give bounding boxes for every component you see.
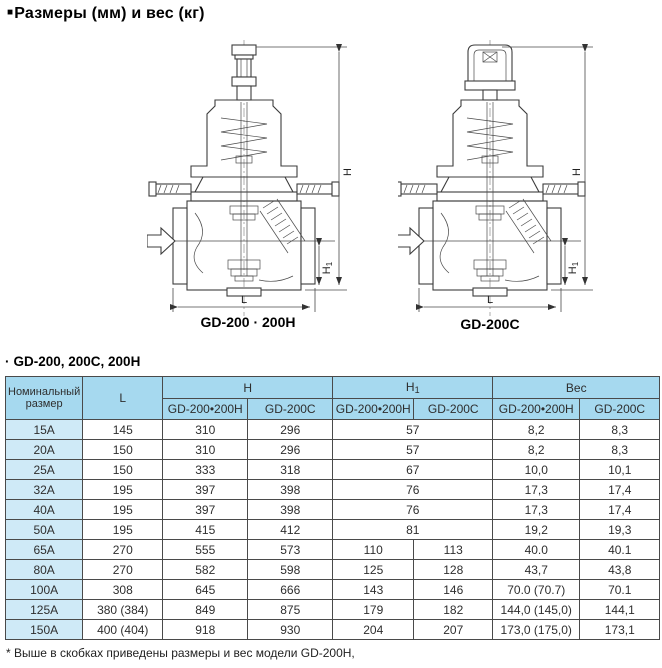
cell-l: 145: [83, 420, 163, 440]
cell-h1-b: 113: [414, 540, 493, 560]
col-header-w-model-a: GD-200•200H: [493, 399, 580, 420]
col-header-w-model-b: GD-200C: [580, 399, 660, 420]
dim-label-h1: H1: [321, 261, 334, 275]
dim-label-l: L: [240, 294, 248, 306]
cell-l: 195: [83, 520, 163, 540]
cell-size: 40A: [6, 500, 83, 520]
cell-h-a: 397: [163, 480, 248, 500]
table-row: [6, 420, 660, 440]
page-title-text: Размеры (мм) и вес (кг): [14, 5, 205, 22]
cell-l: 195: [83, 500, 163, 520]
section-title: [5, 354, 140, 369]
cell-h-b: 412: [248, 520, 333, 540]
table-row: [6, 500, 660, 520]
section-title-text: GD-200, 200C, 200H: [13, 354, 141, 369]
strainer-screen: [506, 199, 551, 253]
cell-w-a: 40.0: [493, 540, 580, 560]
cell-h-b: 598: [248, 560, 333, 580]
dot-bullet-icon: ·: [5, 354, 10, 369]
cell-size: 20A: [6, 440, 83, 460]
cell-l: 150: [83, 460, 163, 480]
col-header-h-model-b: GD-200C: [248, 399, 333, 420]
cell-h-b: 296: [248, 440, 333, 460]
table-row: [6, 440, 660, 460]
cell-w-b: 70.1: [580, 580, 660, 600]
cell-h-a: 397: [163, 500, 248, 520]
cell-w-a: 8,2: [493, 420, 580, 440]
cell-w-b: 144,1: [580, 600, 660, 620]
col-group-weight: Вес: [493, 377, 660, 399]
cell-w-a: 10,0: [493, 460, 580, 480]
cell-h1-merged: 57: [333, 420, 493, 440]
cell-size: 50A: [6, 520, 83, 540]
cell-size: 25A: [6, 460, 83, 480]
cell-w-b: 8,3: [580, 420, 660, 440]
dim-label-h1: H1: [567, 261, 580, 275]
cell-h1-merged: 57: [333, 440, 493, 460]
caption-gd200-200h: GD-200 · 200H: [200, 314, 296, 330]
cell-w-b: 173,1: [580, 620, 660, 640]
dim-label-h: H: [342, 168, 354, 176]
cell-h-a: 645: [163, 580, 248, 600]
cell-h1-b: 207: [414, 620, 493, 640]
table-row: [6, 560, 660, 580]
cell-w-a: 19,2: [493, 520, 580, 540]
cell-h-b: 318: [248, 460, 333, 480]
cell-w-b: 17,4: [580, 480, 660, 500]
dimensions-table: [5, 376, 660, 640]
cell-h-b: 930: [248, 620, 333, 640]
cell-size: 125A: [6, 600, 83, 620]
square-bullet-icon: ■: [7, 7, 14, 18]
cell-w-a: 70.0 (70.7): [493, 580, 580, 600]
table-row: [6, 620, 660, 640]
cell-w-a: 144,0 (145,0): [493, 600, 580, 620]
cell-size: 80A: [6, 560, 83, 580]
col-header-l: L: [83, 377, 163, 420]
cell-h1-a: 204: [333, 620, 414, 640]
cell-h-b: 666: [248, 580, 333, 600]
cell-l: 195: [83, 480, 163, 500]
cell-l: 150: [83, 440, 163, 460]
cell-w-a: 8,2: [493, 440, 580, 460]
table-row: [6, 540, 660, 560]
valve-drawing-gd200c: [398, 38, 598, 318]
col-header-h1-model-a: GD-200•200H: [333, 399, 414, 420]
cell-h-b: 398: [248, 480, 333, 500]
col-group-h1: H1: [333, 377, 493, 399]
table-row: [6, 460, 660, 480]
cell-h-a: 918: [163, 620, 248, 640]
cell-h1-a: 110: [333, 540, 414, 560]
cell-w-a: 17,3: [493, 500, 580, 520]
col-group-h: H: [163, 377, 333, 399]
cell-size: 32A: [6, 480, 83, 500]
inlet-flow-arrow-icon: [147, 228, 175, 254]
dimension-h1: [565, 246, 580, 285]
cell-h1-a: 125: [333, 560, 414, 580]
table-row: [6, 480, 660, 500]
side-union-right: [543, 182, 585, 196]
cell-h1-b: 182: [414, 600, 493, 620]
caption-gd200c: GD-200C: [460, 316, 520, 332]
cell-h1-a: 179: [333, 600, 414, 620]
cell-w-b: 19,3: [580, 520, 660, 540]
cell-h1-b: 128: [414, 560, 493, 580]
cell-size: 100A: [6, 580, 83, 600]
cell-h-a: 333: [163, 460, 248, 480]
adjusting-screw: [232, 45, 256, 100]
cell-h-a: 415: [163, 520, 248, 540]
cell-size: 65A: [6, 540, 83, 560]
footnote: * Выше в скобках приведены размеры и вес модели GD-200H,: [6, 646, 355, 660]
dimension-h1: [319, 246, 334, 285]
cell-h-a: 310: [163, 420, 248, 440]
side-union-right: [297, 182, 339, 196]
cell-w-a: 43,7: [493, 560, 580, 580]
cell-w-a: 17,3: [493, 480, 580, 500]
valve-drawing-gd200-200h: [147, 38, 362, 318]
cell-size: 150A: [6, 620, 83, 640]
cell-w-b: 8,3: [580, 440, 660, 460]
cell-l: 270: [83, 540, 163, 560]
cell-h1-a: 143: [333, 580, 414, 600]
table-row: [6, 600, 660, 620]
cell-size: 15A: [6, 420, 83, 440]
page-title: [7, 5, 205, 23]
cell-h-b: 573: [248, 540, 333, 560]
cell-l: 400 (404): [83, 620, 163, 640]
cell-w-b: 43,8: [580, 560, 660, 580]
cell-h-a: 555: [163, 540, 248, 560]
cell-h1-b: 146: [414, 580, 493, 600]
side-union-left: [149, 182, 191, 196]
cell-h-a: 849: [163, 600, 248, 620]
cell-l: 308: [83, 580, 163, 600]
cell-h1-merged: 67: [333, 460, 493, 480]
cell-w-b: 10,1: [580, 460, 660, 480]
cell-w-b: 40.1: [580, 540, 660, 560]
table-row: [6, 580, 660, 600]
cell-h-a: 582: [163, 560, 248, 580]
cell-h1-merged: 81: [333, 520, 493, 540]
cell-l: 380 (384): [83, 600, 163, 620]
cell-h-b: 398: [248, 500, 333, 520]
col-header-h-model-a: GD-200•200H: [163, 399, 248, 420]
cell-w-b: 17,4: [580, 500, 660, 520]
side-union-left: [398, 182, 437, 196]
cell-h-b: 296: [248, 420, 333, 440]
dim-label-h: H: [571, 168, 583, 176]
col-header-h1-model-b: GD-200C: [414, 399, 493, 420]
cell-h1-merged: 76: [333, 480, 493, 500]
cell-w-a: 173,0 (175,0): [493, 620, 580, 640]
cell-l: 270: [83, 560, 163, 580]
sealed-cap: [465, 45, 515, 100]
cell-h1-merged: 76: [333, 500, 493, 520]
dim-label-l: L: [486, 294, 494, 306]
strainer-screen: [260, 199, 305, 253]
cell-h-b: 875: [248, 600, 333, 620]
cell-h-a: 310: [163, 440, 248, 460]
table-row: [6, 520, 660, 540]
col-header-nominal-size: Номинальный размер: [6, 377, 83, 420]
